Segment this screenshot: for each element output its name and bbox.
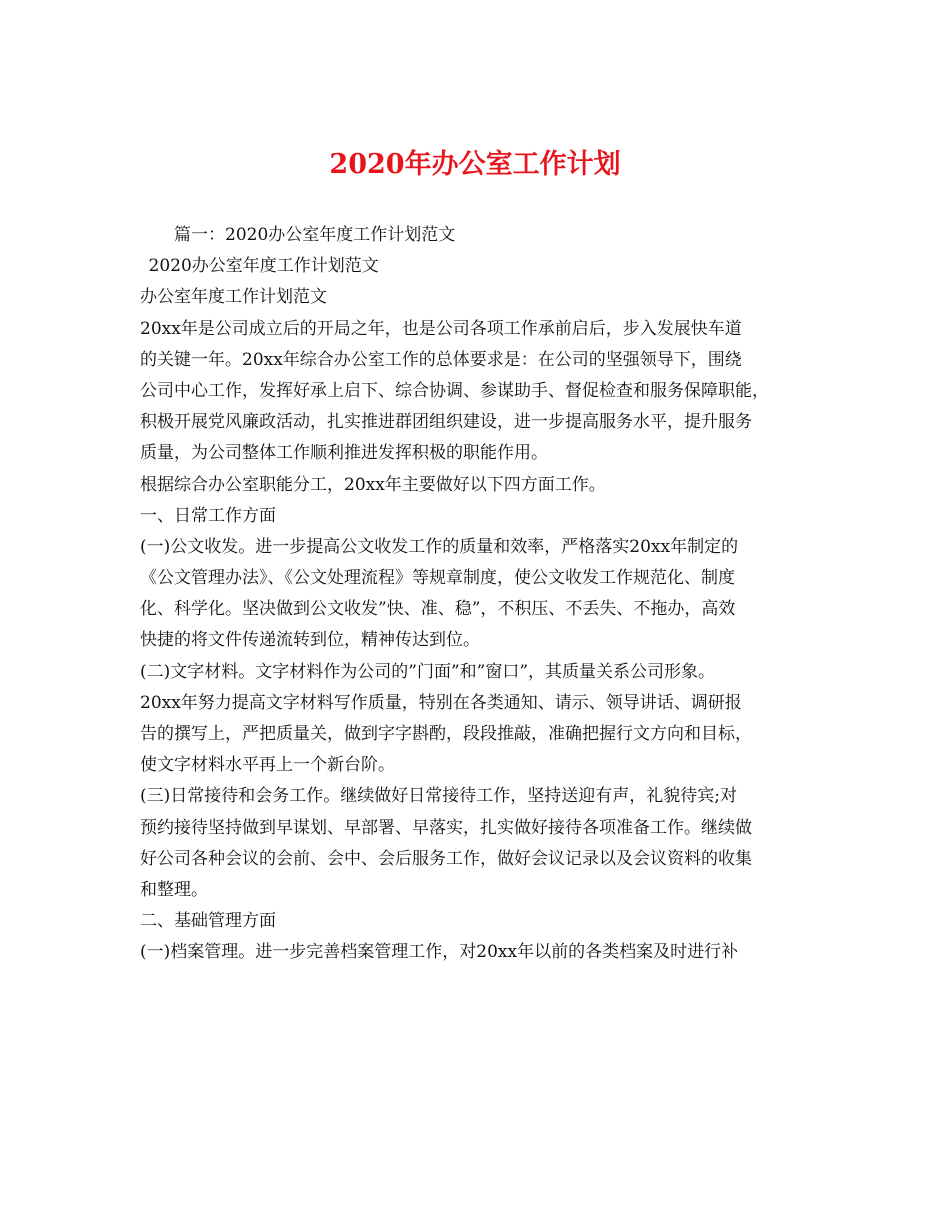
- paragraph-line: 质量，为公司整体工作顺利推进发挥积极的职能作用。: [140, 443, 548, 464]
- paragraph-line: 20xx年是公司成立后的开局之年，也是公司各项工作承前启后，步入发展快车道: [140, 318, 742, 339]
- paragraph-line: 二、基础管理方面: [140, 911, 276, 932]
- paragraph-line: 化、科学化。坚决做到公文收发”快、准、稳”，不积压、不丢失、不拖办，高效: [140, 599, 736, 620]
- paragraph-line: 和整理。: [140, 879, 208, 900]
- paragraph-line: 告的撰写上，严把质量关，做到字字斟酌，段段推敲，准确把握行文方向和目标，: [140, 724, 752, 744]
- paragraph-line: (一)公文收发。进一步提高公文收发工作的质量和效率，严格落实20xx年制定的: [140, 536, 739, 557]
- paragraph-line: 《公文管理办法》、《公文处理流程》等规章制度，使公文收发工作规范化、制度: [140, 568, 735, 589]
- paragraph-line: 一、日常工作方面: [140, 505, 276, 526]
- paragraph-line: 根据综合办公室职能分工，20xx年主要做好以下四方面工作。: [140, 474, 606, 495]
- paragraph-line: 2020办公室年度工作计划范文: [148, 256, 379, 277]
- paragraph-line: (三)日常接待和会务工作。继续做好日常接待工作，坚持送迎有声，礼貌待宾;对: [140, 786, 737, 807]
- paragraph-line: 使文字材料水平再上一个新台阶。: [140, 755, 395, 776]
- paragraph-line: 篇一：2020办公室年度工作计划范文: [174, 225, 456, 245]
- paragraph-line: 公司中心工作，发挥好承上启下、综合协调、参谋助手、督促检查和服务保障职能，: [140, 380, 769, 401]
- document-body: [140, 220, 840, 969]
- paragraph-line: 办公室年度工作计划范文: [140, 287, 327, 308]
- paragraph-line: 20xx年努力提高文字材料写作质量，特别在各类通知、请示、领导讲话、调研报: [140, 692, 742, 713]
- paragraph-line: 快捷的将文件传递流转到位，精神传达到位。: [140, 630, 480, 651]
- paragraph-line: 预约接待坚持做到早谋划、早部署、早落实，扎实做好接待各项准备工作。继续做: [140, 817, 752, 838]
- paragraph-line: (二)文字材料。文字材料作为公司的”门面”和”窗口”，其质量关系公司形象。: [140, 661, 716, 682]
- paragraph-line: 好公司各种会议的会前、会中、会后服务工作，做好会议记录以及会议资料的收集: [140, 848, 752, 869]
- document-title: 2020年办公室工作计划: [329, 149, 621, 180]
- paragraph-line: 的关键一年。20xx年综合办公室工作的总体要求是：在公司的坚强领导下，围绕: [140, 349, 742, 370]
- paragraph-line: 积极开展党风廉政活动，扎实推进群团组织建设，进一步提高服务水平，提升服务: [140, 412, 752, 433]
- paragraph-line: (一)档案管理。进一步完善档案管理工作，对20xx年以前的各类档案及时进行补: [140, 942, 739, 963]
